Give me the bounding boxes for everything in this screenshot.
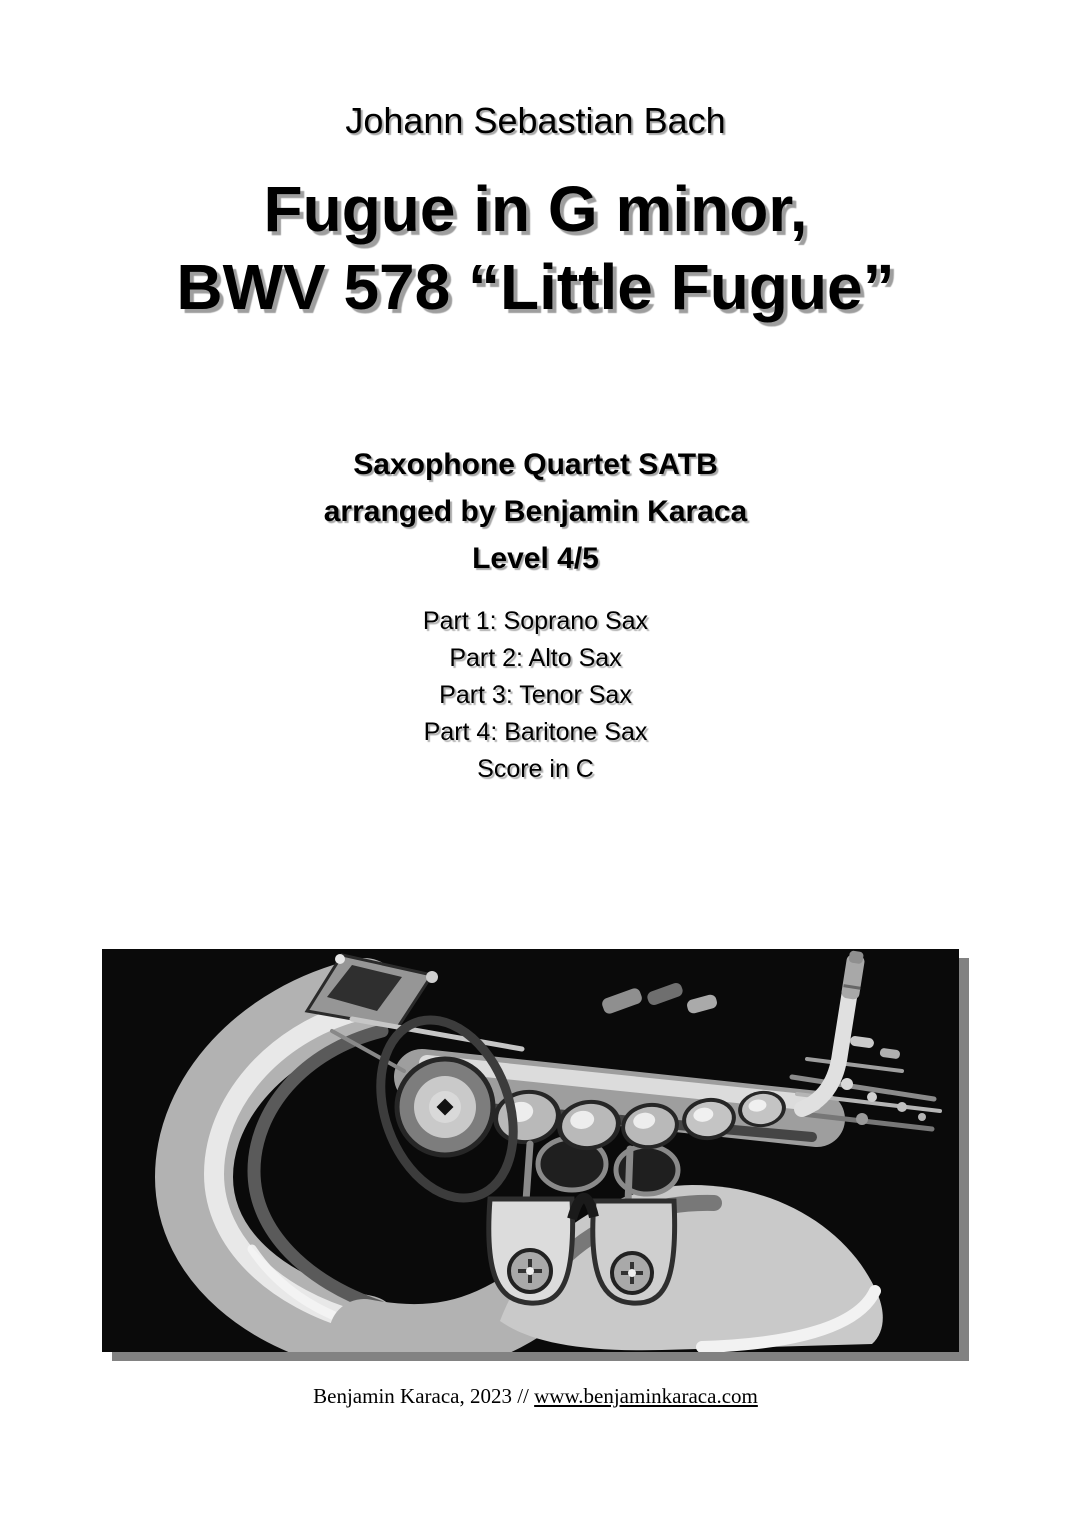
subtitle-ensemble: Saxophone Quartet SATB (353, 448, 718, 481)
part-item-2: Part 2: Alto Sax (449, 644, 622, 672)
part-item-1: Part 1: Soprano Sax (422, 607, 649, 635)
saxophone-artwork (102, 949, 959, 1352)
part-item-4: Part 4: Baritone Sax (423, 718, 648, 746)
footer (0, 1384, 1071, 1409)
footer-website-link[interactable]: www.benjaminkaraca.com (534, 1384, 758, 1408)
saxophone-image (102, 949, 959, 1352)
composer-name: Johann Sebastian Bach (345, 100, 726, 141)
title-line-2: BWV 578 “Little Fugue” (176, 251, 895, 323)
parts-list (0, 603, 1071, 788)
footer-credit-text: Benjamin Karaca, 2023 // (313, 1384, 535, 1408)
part-item-score: Score in C (477, 755, 594, 783)
subtitle-level: Level 4/5 (472, 542, 599, 575)
title-line-1: Fugue in G minor, (263, 173, 808, 245)
part-item-3: Part 3: Tenor Sax (439, 681, 632, 709)
subtitle-arranger: arranged by Benjamin Karaca (323, 495, 748, 528)
arrangement-subtitle (0, 441, 1071, 582)
page-title (0, 170, 1071, 326)
